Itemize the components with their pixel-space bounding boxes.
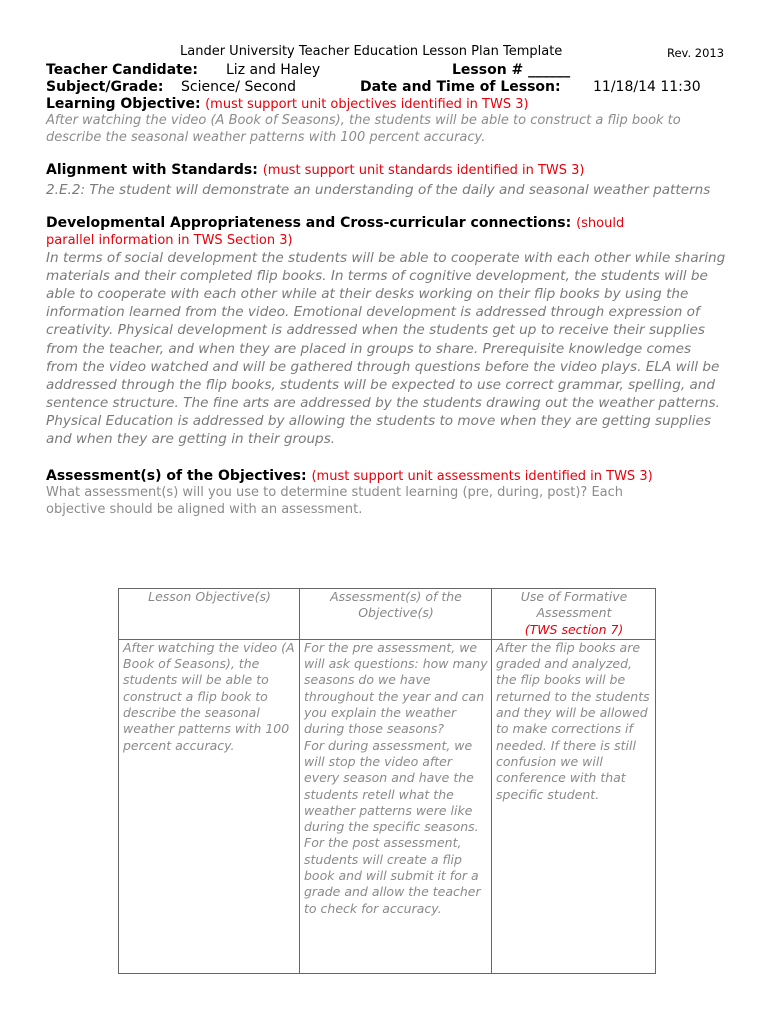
subject-label: Subject/Grade: bbox=[46, 79, 164, 95]
col2-header-text: Assessment(s) of the Objective(s) bbox=[330, 589, 462, 621]
lesson-plan-page bbox=[46, 44, 726, 518]
development-label: Developmental Appropriateness and Cross-curricular connections: bbox=[46, 215, 572, 232]
objective-note: (must support unit objectives identified in TWS 3) bbox=[205, 97, 529, 112]
cell-formative-text: After the flip books are graded and analyzed, the flip books will be returned to the students and they will be allowed to make corrections if needed. If there is still confusion we will conference with that specific student. bbox=[496, 639, 650, 802]
col3-header-text: Use of Formative Assessment bbox=[520, 589, 628, 621]
col-header-objectives bbox=[119, 589, 300, 640]
assessment-table bbox=[118, 588, 656, 974]
cell-formative bbox=[492, 639, 656, 973]
standards-note: (must support unit standards identified in TWS 3) bbox=[262, 163, 585, 178]
col-header-assessments bbox=[300, 589, 492, 640]
assessment-label: Assessment(s) of the Objectives: bbox=[46, 468, 307, 485]
development-note-a: (should bbox=[576, 216, 625, 232]
subject-value: Science/ Second bbox=[181, 79, 296, 95]
lesson-number-label: Lesson # ______ bbox=[452, 62, 571, 78]
pre-assessment-text: For the pre assessment, we will ask questions: how many seasons do we have throughout the year and can you explain the weather during those seasons? bbox=[304, 639, 488, 737]
date-label: Date and Time of Lesson: bbox=[360, 79, 561, 95]
col-header-formative bbox=[492, 589, 656, 640]
table-header-row bbox=[119, 589, 656, 640]
cell-objective bbox=[119, 639, 300, 973]
development-note-b: parallel information in TWS Section 3) bbox=[46, 233, 293, 249]
objective-text: After watching the video (A Book of Seasons), the students will be able to construct a flip book to describe the seasonal weather patterns with 100 percent accuracy. bbox=[46, 113, 681, 145]
document-header bbox=[46, 44, 726, 62]
development-text: In terms of social development the students will be able to cooperate with each other while sharing materials and their completed flip books. In terms of cognitive development, the students will be able to cooperate with each other while at their desks working on their flip books by using the information learned from the video. Emotional development is addressed through expression of creativity. Physical development is addressed when the students get up to receive their supplies from the teacher, and when they are placed in groups to share. Prerequisite knowledge comes from the video watched and will be gathered through questions before the video plays. ELA will be addressed through the flip books, students will be expected to use correct grammar, spelling, and sentence structure. The fine arts are addressed by the students drawing out the weather patterns. Physical Education is addressed by allowing the students to move when they are getting supplies and when they are getting in their groups. bbox=[46, 250, 726, 448]
standards-heading bbox=[46, 162, 726, 179]
post-assessment-text: For the post assessment, students will create a flip book and will submit it for a grade and allow the teacher to check for accuracy. bbox=[304, 835, 481, 916]
objective-row bbox=[46, 96, 726, 113]
candidate-row bbox=[46, 62, 726, 79]
cell-objective-text: After watching the video (A Book of Seasons), the students will be able to construct a flip book to describe the seasonal weather patterns with 100 percent accuracy. bbox=[123, 639, 295, 753]
candidate-label: Teacher Candidate: bbox=[46, 62, 198, 78]
table-row bbox=[119, 639, 656, 973]
standards-text: 2.E.2: The student will demonstrate an understanding of the daily and seasonal weather patterns bbox=[46, 182, 711, 198]
assessment-note: (must support unit assessments identified in TWS 3) bbox=[311, 469, 653, 485]
candidate-value: Liz and Haley bbox=[226, 62, 321, 78]
cell-assessments bbox=[300, 639, 492, 973]
during-assessment-text: For during assessment, we will stop the video after every season and have the students retell what the weather patterns were like during the specific seasons. bbox=[304, 737, 479, 835]
document-title: Lander University Teacher Education Lesson Plan Template bbox=[180, 44, 563, 59]
revision-label: Rev. 2013 bbox=[667, 46, 725, 60]
development-heading bbox=[46, 215, 726, 232]
objective-label: Learning Objective: bbox=[46, 96, 201, 112]
subject-row bbox=[46, 79, 726, 96]
col3-header-note: (TWS section 7) bbox=[524, 621, 624, 637]
col1-header-text: Lesson Objective(s) bbox=[148, 589, 271, 604]
assessment-heading bbox=[46, 468, 726, 485]
date-value: 11/18/14 11:30 bbox=[593, 79, 701, 95]
standards-label: Alignment with Standards: bbox=[46, 162, 258, 178]
assessment-prompt: What assessment(s) will you use to determine student learning (pre, during, post)? Each objective should be aligned with an assessment. bbox=[46, 485, 624, 517]
